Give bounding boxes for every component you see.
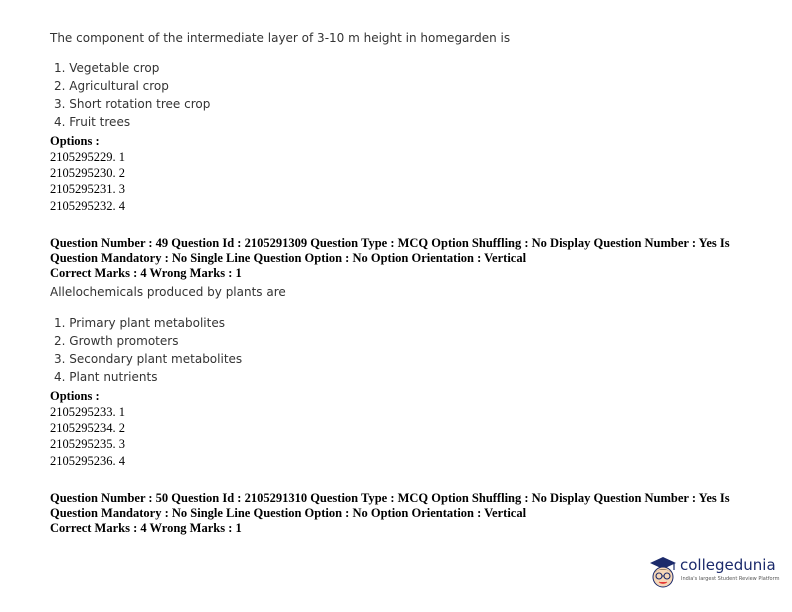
q48-option-id-4: 2105295232. 4 — [50, 199, 125, 213]
q48-choice-2: 2. Agricultural crop — [54, 79, 169, 93]
q49-marks: Correct Marks : 4 Wrong Marks : 1 — [50, 266, 242, 280]
q50-meta-line-1: Question Number : 50 Question Id : 2105291310 Question Type : MCQ Option Shuffling : No Display Question Number : Yes Is — [50, 491, 730, 505]
student-mascot-icon — [646, 554, 680, 590]
question-49-stem: Allelochemicals produced by plants are — [50, 285, 286, 299]
collegedunia-logo — [646, 552, 786, 594]
q48-option-id-1: 2105295229. 1 — [50, 150, 125, 164]
logo-wordmark: collegedunia — [680, 556, 776, 574]
q49-choice-1: 1. Primary plant metabolites — [54, 316, 225, 330]
q49-option-id-1: 2105295233. 1 — [50, 405, 125, 419]
q50-meta-line-2: Question Mandatory : No Single Line Question Option : No Option Orientation : Vertical — [50, 506, 527, 520]
q48-choice-4: 4. Fruit trees — [54, 115, 131, 129]
logo-tagline: India's largest Student Review Platform — [681, 576, 780, 582]
q49-options-label: Options : — [50, 389, 100, 403]
question-48-stem: The component of the intermediate layer of 3-10 m height in homegarden is — [50, 31, 511, 45]
q48-option-id-2: 2105295230. 2 — [50, 166, 125, 180]
q49-option-id-4: 2105295236. 4 — [50, 454, 125, 468]
q50-marks: Correct Marks : 4 Wrong Marks : 1 — [50, 521, 242, 535]
q49-meta-line-1: Question Number : 49 Question Id : 2105291309 Question Type : MCQ Option Shuffling : No Display Question Number : Yes Is — [50, 236, 730, 250]
q48-options-label: Options : — [50, 134, 100, 148]
q48-choice-3: 3. Short rotation tree crop — [54, 97, 211, 111]
q48-choice-1: 1. Vegetable crop — [54, 61, 160, 75]
q49-choice-3: 3. Secondary plant metabolites — [54, 352, 243, 366]
q49-option-id-3: 2105295235. 3 — [50, 437, 125, 451]
q48-option-id-3: 2105295231. 3 — [50, 182, 125, 196]
q49-choice-2: 2. Growth promoters — [54, 334, 179, 348]
q49-meta-line-2: Question Mandatory : No Single Line Question Option : No Option Orientation : Vertical — [50, 251, 527, 265]
q49-option-id-2: 2105295234. 2 — [50, 421, 125, 435]
q49-choice-4: 4. Plant nutrients — [54, 370, 158, 384]
